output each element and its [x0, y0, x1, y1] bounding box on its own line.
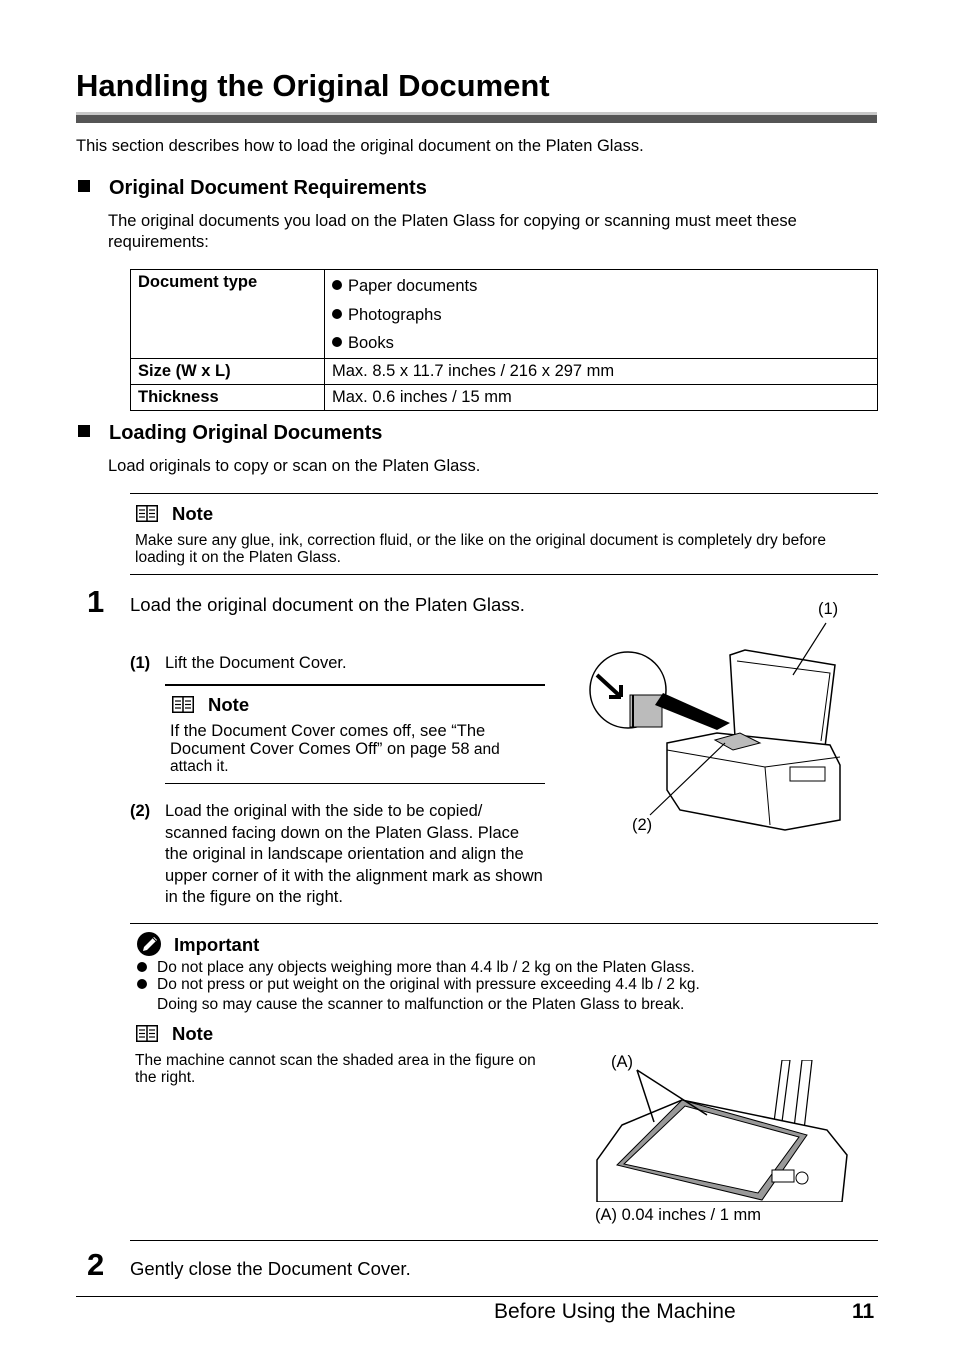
step-number: 2 — [87, 1247, 105, 1282]
note-top-rule — [130, 493, 878, 494]
substep-2: (2) — [130, 802, 151, 820]
step-text: Load the original document on the Platen Glass. — [130, 594, 525, 615]
inner-note-bottom-rule — [165, 783, 545, 784]
callout-2: (2) — [632, 816, 653, 834]
note-heading: Note — [136, 503, 213, 525]
callout-a: (A) — [611, 1053, 633, 1071]
requirements-text: The original documents you load on the Platen Glass for copying or scanning must meet these requirements: — [108, 212, 797, 251]
printer-open-cover-illustration — [585, 595, 855, 840]
inner-note-text: If the Document Cover comes off, see “The Document Cover Comes Off” on page 58 and attach it. — [170, 722, 500, 775]
requirements-heading — [78, 176, 427, 200]
page-title: Handling the Original Document — [76, 68, 550, 103]
table-row — [131, 384, 878, 410]
square-bullet-icon — [78, 425, 90, 437]
bullet-icon — [332, 309, 342, 319]
footer-section-title: Before Using the Machine — [494, 1300, 736, 1323]
important-heading: Important — [136, 931, 259, 957]
table-label-size: Size (W x L) — [131, 358, 325, 384]
table-cell-thickness: Max. 0.6 inches / 15 mm — [325, 384, 878, 410]
loading-text: Load originals to copy or scan on the Platen Glass. — [108, 457, 481, 475]
loading-heading — [78, 421, 382, 445]
bullet-icon — [137, 962, 147, 972]
figure-caption: (A) 0.04 inches / 1 mm — [595, 1206, 761, 1224]
note2-text: The machine cannot scan the shaded area in the figure on the right. — [135, 1052, 536, 1086]
list-item: Paper documents — [332, 272, 870, 301]
table-cell-size: Max. 8.5 x 11.7 inches / 216 x 297 mm — [325, 358, 878, 384]
square-bullet-icon — [78, 180, 90, 192]
table-row — [131, 358, 878, 384]
note-bottom-rule — [130, 574, 878, 575]
page-reference-link[interactable]: Document Cover Comes Off” on page 58 — [170, 739, 470, 758]
list-item: Do not press or put weight on the original with pressure exceeding 4.4 lb / 2 kg. Doing so may cause the scanner to malfunction or the Platen Glass to break. — [135, 975, 875, 1014]
substep-1: (1) — [130, 654, 151, 672]
loading-heading-text: Loading Original Documents — [109, 422, 383, 444]
note-text: Make sure any glue, ink, correction fluid, or the like on the original document is completely dry before loading it on the Platen Glass. — [135, 532, 826, 566]
inner-note-heading: Note — [172, 694, 249, 716]
step2-top-rule — [130, 1240, 878, 1241]
important-pencil-icon — [136, 931, 162, 957]
list-item: Books — [332, 329, 870, 358]
list-item: Photographs — [332, 301, 870, 330]
substep-1-text: Lift the Document Cover. — [165, 654, 347, 672]
table-label-document-type: Document type — [131, 270, 325, 359]
intro-text: This section describes how to load the original document on the Platen Glass. — [76, 137, 644, 155]
platen-glass-illustration — [592, 1060, 852, 1202]
substep-2-text: Load the original with the side to be copied/ scanned facing down on the Platen Glass. Place the original in landscape orientation and align the upper corner of it with the alignment mark as shown in the figure on the right. — [165, 802, 543, 906]
note-book-icon — [172, 696, 194, 713]
note-book-icon — [136, 505, 158, 522]
bullet-icon — [332, 337, 342, 347]
important-list — [135, 958, 875, 1014]
note-book-icon — [136, 1025, 158, 1042]
table-label-thickness: Thickness — [131, 384, 325, 410]
callout-1: (1) — [818, 600, 839, 618]
requirements-heading-text: Original Document Requirements — [109, 177, 427, 199]
title-rule — [76, 112, 877, 123]
inner-note-top-rule — [165, 684, 545, 686]
footer-rule — [76, 1296, 878, 1297]
bullet-icon — [332, 280, 342, 290]
page-number: 11 — [852, 1300, 875, 1323]
list-item: Do not place any objects weighing more than 4.4 lb / 2 kg on the Platen Glass. — [135, 958, 875, 977]
table-cell-document-types — [325, 270, 878, 359]
bullet-icon — [137, 979, 147, 989]
step-number: 1 — [87, 584, 105, 619]
step-text: Gently close the Document Cover. — [130, 1258, 411, 1279]
note2-heading: Note — [136, 1023, 213, 1045]
table-row — [131, 270, 878, 359]
requirements-table — [130, 269, 878, 411]
important-top-rule — [130, 923, 878, 924]
